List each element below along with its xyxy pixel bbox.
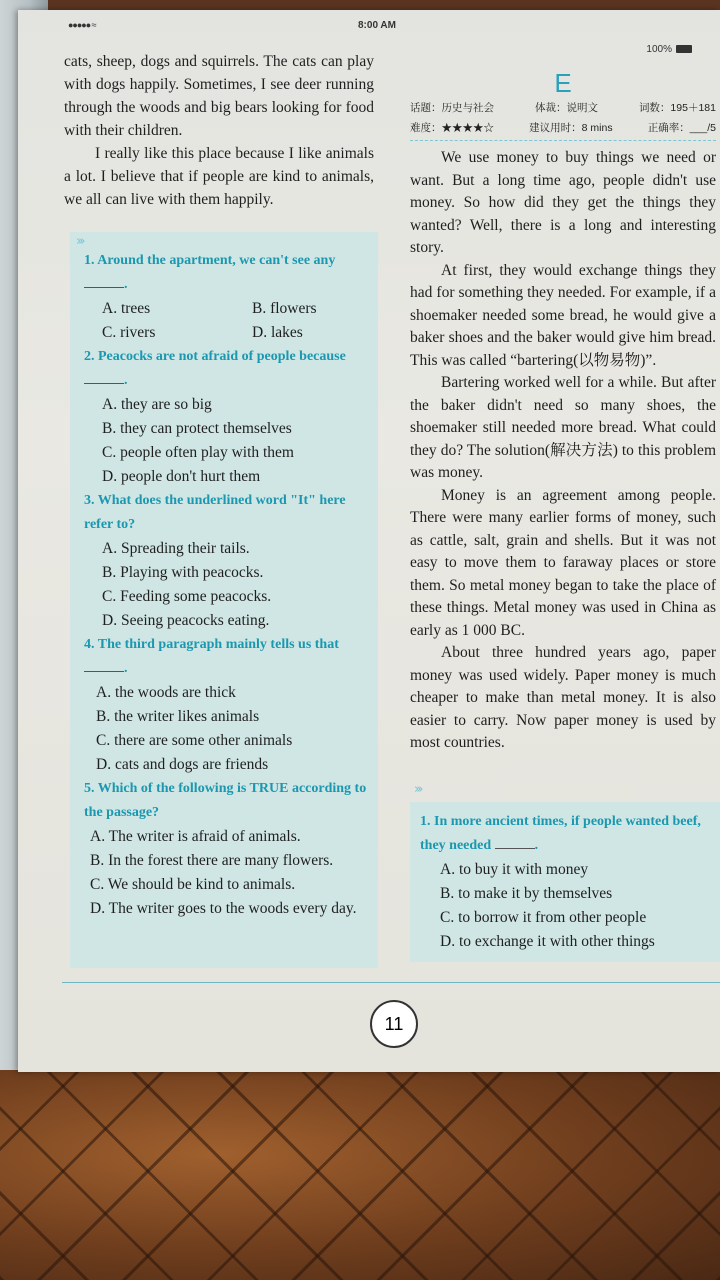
- answer-blank[interactable]: [84, 287, 124, 288]
- meta-wordcount: 词数：195＋181: [638, 102, 716, 114]
- battery-percent: 100%: [646, 44, 672, 55]
- article: [410, 147, 716, 755]
- option[interactable]: D. The writer goes to the woods every day.: [90, 900, 357, 917]
- question-box-left: [70, 232, 378, 968]
- option[interactable]: C. We should be kind to animals.: [90, 876, 296, 893]
- status-time: 8:00 AM: [358, 20, 396, 31]
- article-paragraph: About three hundred years ago, paper money was used widely. Paper money is much cheaper to make than metal money. It is also easier to carry. Now paper money is used by most countries.: [410, 644, 716, 751]
- question-tail: .: [124, 373, 128, 388]
- question-tail: .: [124, 277, 128, 292]
- option[interactable]: B. the writer likes animals: [96, 708, 260, 725]
- signal-indicator: ●●●●● ≈: [68, 20, 96, 30]
- option[interactable]: D. people don't hurt them: [102, 468, 261, 485]
- option[interactable]: B. they can protect themselves: [102, 420, 292, 437]
- status-bar: [18, 10, 720, 55]
- battery-icon: [676, 45, 692, 53]
- question-text: 1. In more ancient times, if people wanted beef, they needed: [420, 814, 701, 853]
- question-4: [84, 633, 370, 681]
- meta-row-2: [410, 118, 716, 138]
- article-paragraph: Money is an agreement among people. There were many earlier forms of money, such as cattle, salt, grain and shells. But it was not easy to move them to faraway places or store them. So metal money began to take the place of these things. Metal money was used in China as early as 1 000 BC.: [410, 486, 716, 639]
- option[interactable]: A. Spreading their tails.: [102, 540, 250, 557]
- option[interactable]: C. there are some other animals: [96, 732, 293, 749]
- page-number: 11: [370, 1000, 418, 1048]
- question-2: [84, 345, 370, 393]
- section-letter: E: [554, 68, 572, 98]
- option[interactable]: C. Feeding some peacocks.: [102, 588, 272, 605]
- question-text: 2. Peacocks are not afraid of people because: [84, 349, 346, 364]
- option[interactable]: D. lakes: [252, 324, 303, 341]
- question-e1: [420, 810, 712, 858]
- right-column: [410, 68, 716, 755]
- option[interactable]: B. flowers: [252, 300, 317, 317]
- option[interactable]: A. trees: [102, 300, 151, 317]
- passage-paragraph: cats, sheep, dogs and squirrels. The cats can play with dogs happily. Sometimes, I see deer running through the woods and big bears looking for food with their children.: [64, 53, 374, 139]
- option[interactable]: D. cats and dogs are friends: [96, 756, 269, 773]
- option[interactable]: A. to buy it with money: [440, 861, 589, 878]
- meta-row-1: [410, 98, 716, 118]
- answer-blank[interactable]: [495, 848, 535, 849]
- question-tail: .: [124, 661, 128, 676]
- meta-genre: 体裁：说明文: [534, 102, 598, 114]
- fabric-background: [0, 1070, 720, 1280]
- article-paragraph: Bartering worked well for a while. But after the baker didn't need so many shoes, the shoemaker still needed more bread. What could they do? The solution(解决方法) to this problem was money.: [410, 374, 716, 481]
- book-page: [18, 10, 720, 1072]
- answer-blank[interactable]: [84, 383, 124, 384]
- chevron-icon: ›››: [414, 782, 421, 797]
- option[interactable]: C. rivers: [102, 324, 156, 341]
- article-paragraph: At first, they would exchange things they had for something they needed. For example, if a shoemaker needed some bread, he would give a baker shoes and the baker would give him bread. This was called “bartering(以物易物)”.: [410, 261, 716, 369]
- article-paragraph: We use money to buy things we need or want. But a long time ago, people didn't use money. So how did they get the things they wanted? Well, there is a long and interesting story.: [410, 149, 716, 256]
- question-text: 1. Around the apartment, we can't see any: [84, 253, 336, 268]
- option[interactable]: B. In the forest there are many flowers.: [90, 852, 334, 869]
- option[interactable]: D. to exchange it with other things: [440, 933, 655, 950]
- option[interactable]: A. The writer is afraid of animals.: [90, 828, 301, 845]
- option[interactable]: B. to make it by themselves: [440, 885, 613, 902]
- meta-difficulty: 难度：★★★★☆: [410, 122, 494, 134]
- question-3: 3. What does the underlined word "It" here refer to?: [84, 493, 346, 532]
- option[interactable]: D. Seeing peacocks eating.: [102, 612, 270, 629]
- meta-accuracy[interactable]: 正确率：___/5: [647, 122, 716, 134]
- option[interactable]: C. people often play with them: [102, 444, 294, 461]
- meta-topic: 话题：历史与社会: [410, 102, 494, 114]
- question-5: 5. Which of the following is TRUE according to the passage?: [84, 781, 367, 820]
- chevron-icon: ›››: [76, 234, 83, 249]
- left-column: [64, 50, 374, 211]
- question-1: [84, 249, 370, 297]
- question-text: 4. The third paragraph mainly tells us that: [84, 637, 339, 652]
- option[interactable]: B. Playing with peacocks.: [102, 564, 264, 581]
- passage-paragraph: I really like this place because I like animals a lot. I believe that if people are kind to animals, we all can live with them happily.: [64, 145, 374, 208]
- question-tail: .: [534, 838, 539, 853]
- option[interactable]: A. the woods are thick: [96, 684, 236, 701]
- option[interactable]: C. to borrow it from other people: [440, 909, 647, 926]
- question-box-right: [410, 782, 720, 962]
- meta-time: 建议用时：8 mins: [529, 122, 613, 134]
- divider: [410, 140, 716, 141]
- page-bottom-rule: [62, 982, 720, 983]
- answer-blank[interactable]: [84, 671, 124, 672]
- option[interactable]: A. they are so big: [102, 396, 212, 413]
